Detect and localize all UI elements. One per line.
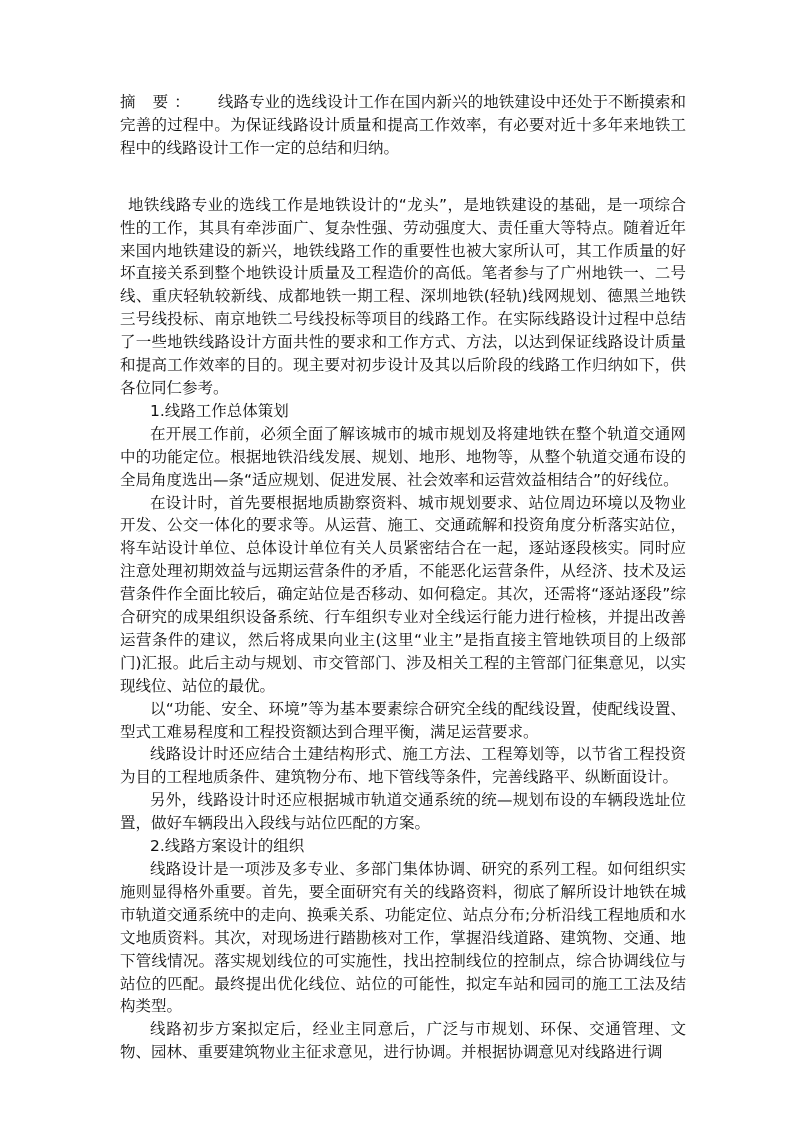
section-1-paragraph-3: 以“功能、安全、环境”等为基本要素综合研究全线的配线设置，使配线设置、型式工难易程度和工程投资额达到合理平衡，满足运营要求。 <box>120 699 686 741</box>
abstract-label: 摘 要： <box>120 93 196 111</box>
paragraph-spacer <box>120 160 686 194</box>
intro-paragraph: 地铁线路专业的选线工作是地铁设计的“龙头”，是地铁建设的基础，是一项综合性的工作，其具有牵涉面广、复杂性强、劳动强度大、责任重大等特点。随着近年来国内地铁建设的新兴，地铁线路工作的重要性也被大家所认可，其工作质量的好坏直接关系到整个地铁设计质量及工程造价的高低。笔者参与了广州地铁一、二号线、重庆轻轨较新线、成都地铁一期工程、深圳地铁(轻轨)线网规划、德黑兰地铁三号线投标、南京地铁二号线投标等项目的线路工作。在实际线路设计过程中总结了一些地铁线路设计方面共性的要求和工作方式、方法，以达到保证线路设计质量和提高工作效率的目的。现主要对初步设计及其以后阶段的线路工作归纳如下，供各位同仁参考。 <box>120 195 686 397</box>
document-body <box>120 91 686 1064</box>
section-2-paragraph-1: 线路设计是一项涉及多专业、多部门集体协调、研究的系列工程。如何组织实施则显得格外重要。首先，要全面研究有关的线路资料，彻底了解所设计地铁在城市轨道交通系统中的走向、换乘关系、功能定位、站点分布;分析沿线工程地质和水文地质资料。其次，对现场进行踏勘核对工作，掌握沿线道路、建筑物、交通、地下管线情况。落实规划线位的可实施性，找出控制线位的控制点，综合协调线位与站位的匹配。最终提出优化线位、站位的可能性，拟定车站和园司的施工工法及结构类型。 <box>120 860 686 1016</box>
abstract-paragraph <box>120 91 686 160</box>
section-2-heading: 2.线路方案设计的组织 <box>150 837 305 856</box>
abstract-text: 线路专业的选线设计工作在国内新兴的地铁建设中还处于不断摸索和完善的过程中。为保证线路设计质量和提高工作效率，有必要对近十多年来地铁工程中的线路设计工作一定的总结和归纳。 <box>120 93 686 157</box>
section-1-paragraph-1: 在开展工作前，必须全面了解该城市的城市规划及将建地铁在整个轨道交通网中的功能定位。根据地铁沿线发展、规划、地形、地物等，从整个轨道交通布设的全局角度选出—条“适应规划、促进发展、社会效率和运营效益相结合”的好线位。 <box>120 424 686 489</box>
section-1-paragraph-5: 另外，线路设计时还应根据城市轨道交通系统的统—规划布设的车辆段选址位置，做好车辆段出入段线与站位匹配的方案。 <box>120 791 686 833</box>
section-1-heading: 1.线路工作总体策划 <box>150 401 289 420</box>
section-2-paragraph-2: 线路初步方案拟定后，经业主同意后，广泛与市规划、环保、交通管理、文物、园林、重要建筑物业主征求意见，进行协调。并根据协调意见对线路进行调 <box>120 1020 686 1062</box>
section-1-paragraph-4: 线路设计时还应结合土建结构形式、施工方法、工程筹划等，以节省工程投资为目的工程地质条件、建筑物分布、地下管线等条件，完善线路平、纵断面设计。 <box>120 745 686 787</box>
section-1-paragraph-2: 在设计时，首先要根据地质勘察资料、城市规划要求、站位周边环境以及物业开发、公交一体化的要求等。从运营、施工、交通疏解和投资角度分析落实站位，将车站设计单位、总体设计单位有关人员紧密结合在一起，逐站逐段核实。同时应注意处理初期效益与远期运营条件的矛盾，不能恶化运营条件，从经济、技术及运营条件作全面比较后，确定站位是否移动、如何稳定。其次，还需将“逐站逐段”综合研究的成果组织设备系统、行车组织专业对全线运行能力进行检核，并提出改善运营条件的建议，然后将成果向业主(这里“业主”是指直接主管地铁项目的上级部门)汇报。此后主动与规划、市交管部门、涉及相关工程的主管部门征集意见，以实现线位、站位的最优。 <box>120 493 686 695</box>
